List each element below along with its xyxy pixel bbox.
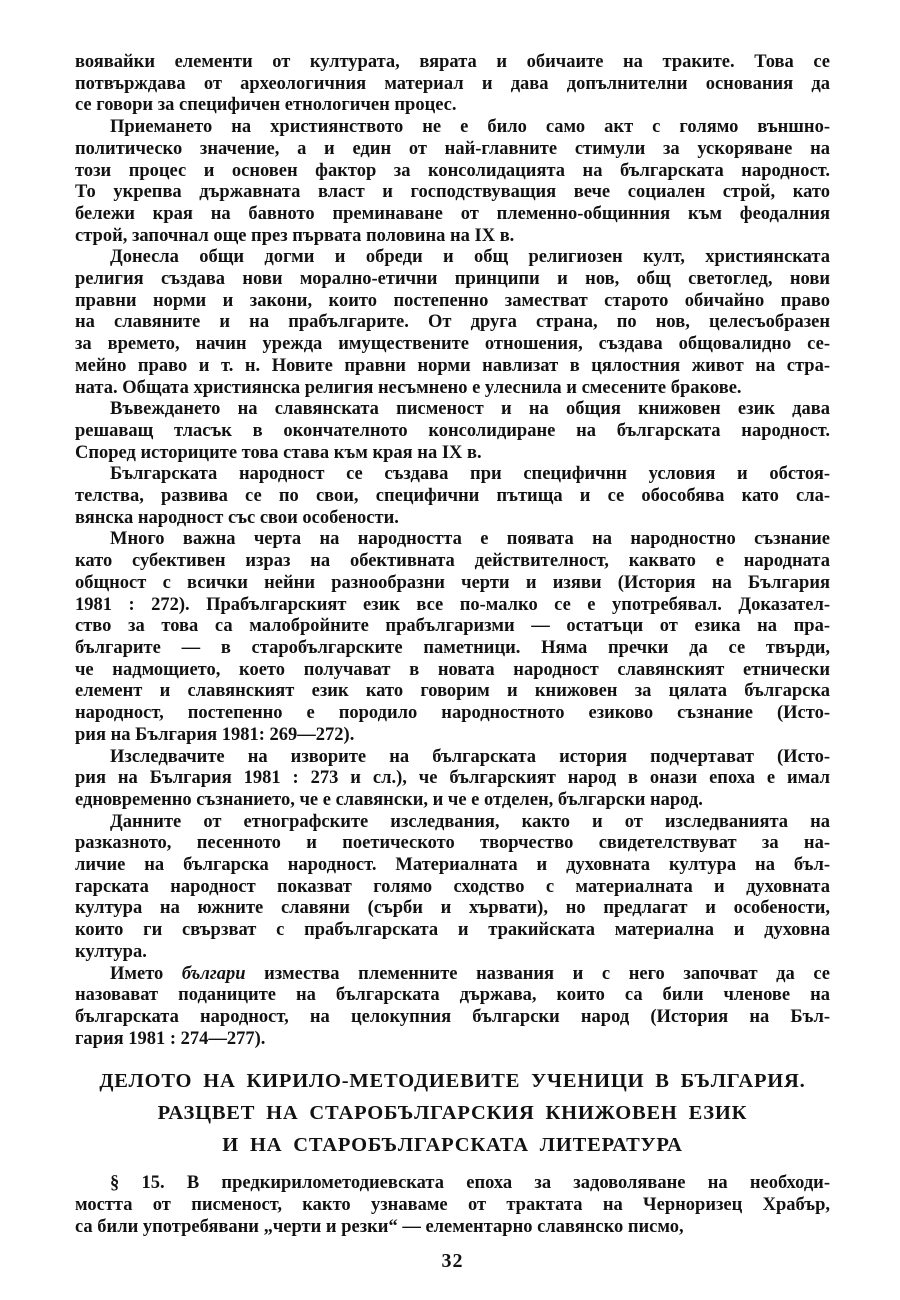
page-number: 32: [441, 1250, 464, 1273]
paragraph: [75, 52, 830, 117]
text-line: политическо значение, а и един от най-главните стимули за ускоряване на: [75, 138, 830, 159]
text-line: Данните от етнографските изследвания, както и от изследванията на: [110, 811, 830, 832]
text-line: гарската народност показват голямо сходство с материалната и духовната: [75, 876, 830, 897]
text-line: които ги свързват с прабългарската и тракийската материална и духовна: [75, 920, 830, 941]
section-paragraphs: [75, 1173, 830, 1238]
text-line: назовават поданиците на българската държава, които са били членове на: [75, 985, 830, 1006]
text-line: на славяните и на прабългарите. От друга страна, по нов, целесъобразен: [75, 312, 830, 333]
text-line: рия на България 1981 : 273 и сл.), че българският народ в онази епоха е имал: [75, 768, 830, 789]
paragraph: [75, 964, 830, 1051]
text-line: култура на южните славяни (сърби и хървати), но предлагат и особености,: [75, 898, 830, 919]
paragraph: [75, 1173, 830, 1238]
section-heading: [75, 1065, 830, 1161]
page-text-block: [75, 52, 830, 1273]
text-line: Много важна черта на народността е появата на народностно съзнание: [110, 529, 830, 550]
text-line: Въвеждането на славянската писменост и на общия книжовен език дава: [110, 399, 830, 420]
text-line: потвърждава от археологичния материал и дава допълнителни основания да: [75, 73, 830, 94]
text-line: мостта от писменост, както узнаваме от трактата на Черноризец Храбър,: [75, 1195, 830, 1216]
text-line: решаващ тласък в окончателното консолидиране на българската народност.: [75, 420, 830, 441]
paragraph: [75, 247, 830, 399]
paragraph: [75, 117, 830, 247]
text-line: личие на българска народност. Материалната и духовната култура на бъл-: [75, 855, 830, 876]
text-line: българите — в старобългарските паметници. Няма пречки да се твърди,: [75, 637, 830, 658]
text-line: българската народност, на целокупния български народ (История на Бъл-: [75, 1006, 830, 1027]
text-line: Приемането на християнството не е било само акт с голямо външно-: [110, 117, 830, 138]
text-line: ната. Общата християнска религия несъмнено е улеснила и смесените бракове.: [75, 377, 742, 398]
text-line: са били употребявани „черти и резки“ — елементарно славянско писмо,: [75, 1216, 684, 1237]
text-line: че надмощието, което получават в новата народност славянският етнически: [75, 659, 830, 680]
text-line: То укрепва държавната власт и господствуващия вече социален строй, като: [75, 182, 830, 203]
text-line: телства, развива се по свои, специфични пътища и се обособява като сла-: [75, 486, 830, 507]
text-line: елемент и славянският език като говорим и книжовен за цялата българска: [75, 681, 830, 702]
text-line: общност с всички нейни разнообразни черти и изяви (История на България: [75, 572, 830, 593]
section-heading-line-1: ДЕЛОТО НА КИРИЛО-МЕТОДИЕВИТЕ УЧЕНИЦИ В БЪЛГАРИЯ.: [99, 1070, 806, 1093]
text-line: рия на България 1981: 269—272).: [75, 724, 355, 745]
section-heading-line-2: РАЗЦВЕТ НА СТАРОБЪЛГАРСКИЯ КНИЖОВЕН ЕЗИК: [157, 1102, 748, 1125]
text-line: Донесла общи догми и обреди и общ религиозен култ, християнската: [110, 247, 830, 268]
text-line: строй, започнал още през първата половина на IX в.: [75, 225, 515, 246]
text-line: Българската народност се създава при специфичнн условия и обстоя-: [110, 464, 830, 485]
text-line: гария 1981 : 274—277).: [75, 1028, 266, 1049]
text-line: вянска народност със свои особености.: [75, 507, 399, 528]
text-line: Изследвачите на изворите на българската история подчертават (Исто-: [110, 746, 830, 767]
text-line: 1981 : 272). Прабългарският език все по-малко се е употребявал. Доказател-: [75, 594, 830, 615]
section-heading-line-3: И НА СТАРОБЪЛГАРСКАТА ЛИТЕРАТУРА: [222, 1134, 683, 1157]
text-line: Според историците това става към края на IX в.: [75, 442, 482, 463]
paragraph: [75, 399, 830, 464]
paragraph: [75, 464, 830, 529]
text-line: култура.: [75, 941, 147, 962]
text-line: бележи края на бавното преминаване от племенно-общинния към феодалния: [75, 203, 830, 224]
text-line: се говори за специфичен етнологичен процес.: [75, 95, 457, 116]
text-line: едновременно съзнанието, че е славянски, и че е отделен, български народ.: [75, 789, 703, 810]
text-line: като субективен израз на обективната действителност, каквато е народната: [75, 551, 830, 572]
text-line: народност, постепенно е породило народностното езиково съзнание (Исто-: [75, 703, 830, 724]
text-line: правни норми и закони, които постепенно заместват старото обичайно право: [75, 290, 830, 311]
paragraph: [75, 747, 830, 812]
text-line: воявайки елементи от културата, вярата и обичаите на траките. Това се: [75, 52, 830, 72]
paragraph: [75, 812, 830, 964]
body-paragraphs: [75, 52, 830, 1050]
text-line: § 15. В предкирилометодиевската епоха за задоволяване на необходи-: [110, 1173, 830, 1194]
text-line: ство за това са малобройните прабългаризми — остатъци от езика на пра-: [75, 616, 830, 637]
text-line: този процес и основен фактор за консолидацията на българската народност.: [75, 160, 830, 181]
text-line: религия създава нови морално-етични принципи и нов, общ светоглед, нови: [75, 269, 830, 290]
paragraph: [75, 529, 830, 746]
text-line: мейно право и т. н. Новите правни норми навлизат в цялостния живот на стра-: [75, 355, 830, 376]
text-line: разказното, песенното и поетическото творчество свидетелствуват за на-: [75, 833, 830, 854]
text-line: за времето, начин урежда имуществените отношения, създава общовалидно се-: [75, 334, 830, 355]
text-line: Името българи измества племенните названия и с него започват да се: [110, 963, 831, 984]
